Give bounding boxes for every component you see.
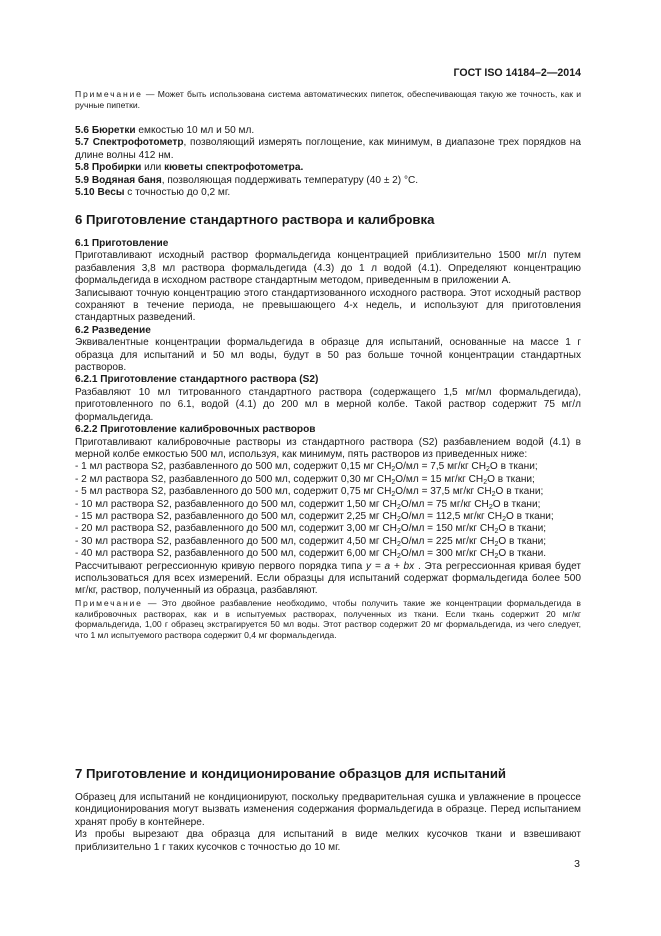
list-item: - 20 мл раствора S2, разбавленного до 500 мл, содержит 3,00 мг $CH_2O/мл = 150$ мг/кг $CH_2O$ в ткани; (75, 523, 547, 536)
paragraph: Записывают точную концентрацию этого стандартизованного исходного раствора. Этот исходный раствор сохраняют в течение периода, не превышающего 4-х недель, и используют для приготовления стандартных разведений. (75, 287, 581, 324)
list-item: - 30 мл раствора S2, разбавленного до 500 мл, содержит 4,50 мг $CH_2O/мл = 225$ мг/кг $CH_2O$ в ткани; (75, 535, 547, 548)
calibration-list (75, 461, 581, 560)
subsection-6-2-1-title: 6.2.1 Приготовление стандартного раствора (S2) (75, 374, 319, 386)
equip-item: 5.8 Пробирки или кюветы спектрофотометра. (75, 162, 304, 174)
section-6-body (75, 238, 581, 641)
list-item: - 5 мл раствора S2, разбавленного до 500 мл, содержит 0,75 мг $CH_2O/мл = 37,5$ мг/кг $CH_2O$ в ткани; (75, 486, 544, 499)
list-item: - 15 мл раствора S2, разбавленного до 500 мл, содержит 2,25 мг $CH_2O/мл = 112,5$ мг/кг $CH_2O$ в ткани; (75, 510, 554, 523)
equip-item: 5.10 Весы с точностью до 0,2 мг. (75, 187, 231, 199)
list-item: - 2 мл раствора S2, разбавленного до 500 мл, содержит 0,30 мг $CH_2O/мл = 15$ мг/кг $CH_2O$ в ткани; (75, 473, 535, 486)
note-text: — Может быть использована система автоматических пипеток, обеспечивающая такую же точность, как и ручные пипетки. (75, 89, 581, 110)
note-dilution: Примечание — Это двойное разбавление необходимо, чтобы получить такие же концентрации формальдегида в калибровочных растворах, как и в испытуемых растворах, полученных из ткани. Если ткань содержит 20 мг/кг формальдегида, 1,00 г образец экстрагируется 50 мл воды. Этот раствор содержит 20 мг формальдегида, из чего следует, что 1 мл испытуемого раствора содержит 0,4 мг формальдегида. (75, 597, 581, 641)
equipment-list (75, 125, 581, 199)
paragraph: Приготавливают исходный раствор формальдегида концентрацией приблизительно 1500 мг/л путем разбавления 3,8 мл раствора формальдегида (4.3) до 1 л водой (4.1). Определяют концентрацию формальдегида в исходном растворе стандартным методом, приведенным в приложении А. (75, 250, 581, 287)
section-6-heading: 6 Приготовление стандартного раствора и калибровка (75, 212, 435, 227)
equip-item: 5.9 Водяная баня, позволяющая поддерживать температуру (40 ± 2) °С. (75, 174, 419, 186)
paragraph: Из пробы вырезают два образца для испытаний в виде мелких кусочков ткани и взвешивают приблизительно 1 г таких кусочков с точностью до 10 мг. (75, 829, 581, 853)
section-7-body (75, 792, 581, 854)
subsection-6-2-2-title: 6.2.2 Приготовление калибровочных растворов (75, 424, 316, 436)
section-7-heading: 7 Приготовление и кондиционирование образцов для испытаний (75, 766, 507, 781)
equip-item: 5.6 Бюретки емкостью 10 мл и 50 мл. (75, 125, 255, 136)
regression-formula: y = a + bx (366, 560, 415, 572)
list-item: - 10 мл раствора S2, разбавленного до 500 мл, содержит 1,50 мг $CH_2O/мл = 75$ мг/кг $CH_2O$ в ткани; (75, 498, 541, 511)
subsection-6-2-title: 6.2 Разведение (75, 324, 151, 336)
paragraph: Образец для испытаний не кондиционируют, поскольку предварительная сушка и увлажнение в процессе кондиционирования могут вызвать изменения содержания формальдегида в образце. Перед испытанием хранят пробу в контейнере. (75, 792, 581, 828)
list-item: - 1 мл раствора S2, разбавленного до 500 мл, содержит 0,15 мг $CH_2O/мл = 7,5$ мг/кг $CH_2O$ в ткани; (75, 461, 538, 474)
equip-item: 5.7 Спектрофотометр, позволяющий измерять поглощение, как минимум, в диапазоне трех порядков на длине волны 412 нм. (75, 137, 581, 161)
paragraph: Эквивалентные концентрации формальдегида в образце для испытаний, основанные на массе 1 г образца для испытаний и 50 мл воды, будут в 50 раз больше точной концентрации стандартных растворов. (75, 337, 581, 374)
paragraph: Разбавляют 10 мл титрованного стандартного раствора (содержащего 1,5 мг/мл формальдегида), приготовленного по 6.1, водой (4.1) до 200 мл в мерной колбе. Такой раствор содержит 75 мг/л формальдегида. (75, 386, 581, 423)
document-header: ГОСТ ISO 14184–2—2014 (453, 67, 581, 79)
note-pipettes (75, 89, 581, 111)
paragraph: Приготавливают калибровочные растворы из стандартного раствора (S2) разбавлением водой (4.1) в мерной колбе емкостью 500 мл, используя, как минимум, пять растворов из приведенных ниже: (75, 436, 581, 460)
regression-paragraph: Рассчитывают регрессионную кривую первого порядка типа y = a + bx . Эта регрессионная кривая будет использоваться для всех измерений. Если образцы для испытаний содержат формальдегида более 500 мг/кг, раствор, полученный из образца, разбавляют. (75, 560, 581, 597)
note-label: Примечание (75, 89, 143, 99)
subsection-6-1-title: 6.1 Приготовление (75, 238, 169, 249)
page-number: 3 (574, 858, 580, 870)
list-item: - 40 мл раствора S2, разбавленного до 500 мл, содержит 6,00 мг $CH_2O/мл = 300$ мг/кг $CH_2O$ в ткани. (75, 548, 547, 561)
